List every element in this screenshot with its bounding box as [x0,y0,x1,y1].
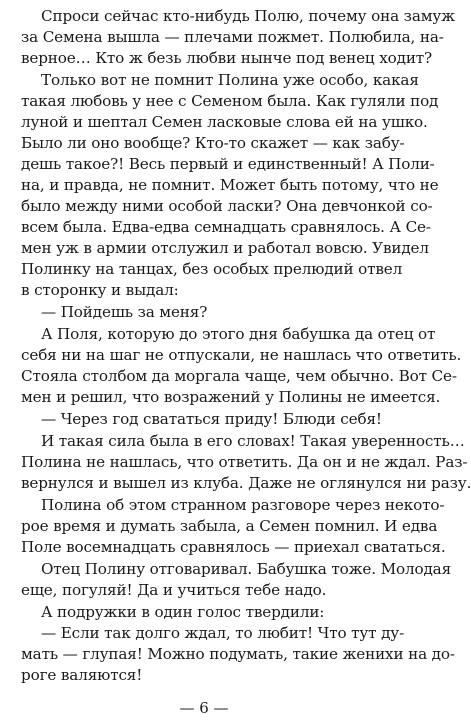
text-line: И такая сила была в его словах! Такая уверенность… [41,432,465,450]
text-line: всем была. Едва-едва семнадцать сравнялось. А Се- [21,218,431,236]
text-line: Спроси сейчас кто-нибудь Полю, почему она замуж [41,7,455,25]
text-line: такая любовь у нее с Семеном была. Как гуляли под [21,92,439,110]
text-line: — Через год свататься приду! Блюди себя! [41,410,382,428]
text-line: мен и решил, что возражений у Полины не имеется. [21,388,441,406]
text-line: себя ни на шаг не отпускали, не нашлась что ответить. [21,346,462,364]
text-line: Отец Полину отговаривал. Бабушка тоже. Молодая [41,560,452,578]
text-line: еще, погуляй! Да и учиться тебе надо. [21,581,327,599]
page-number: — 6 — [179,699,229,717]
text-line: Полина об этом странном разговоре через некото- [41,496,445,514]
text-line: рое время и думать забыла, а Семен помнил. И едва [21,517,438,535]
text-line: роге валяются! [21,666,143,684]
text-line: за Семена вышла — плечами пожмет. Полюбила, на- [21,28,444,46]
text-line: — Пойдешь за меня? [41,303,208,321]
text-line: было между ними особой ласки? Она девчонкой со- [21,197,433,215]
text-line: мен уж в армии отслужил и работал вовсю. Увидел [21,239,429,257]
text-line: Только вот не помнит Полина уже особо, какая [41,71,419,89]
text-line: Было ли оно вообще? Кто-то скажет — как забу- [21,134,405,152]
text-line: верное… Кто ж безь любви нынче под венец ходит? [21,49,433,67]
text-line: луной и шептал Семен ласковые слова ей на ушко. [21,113,428,131]
text-line: — Если так долго ждал, то любит! Что тут ду- [41,624,405,642]
text-line: в сторонку и выдал: [21,281,179,299]
text-line: А подружки в один голос твердили: [41,603,325,621]
text-line: Поле восемнадцать сравнялось — приехал свататься. [21,538,446,556]
text-line: вернулся и вышел из клуба. Даже не оглянулся ни разу. [21,474,471,492]
text-line: А Поля, которую до этого дня бабушка да отец от [41,325,436,343]
text-line: Полинку на танцах, без особых прелюдий отвел [21,260,403,278]
text-line: на, и правда, не помнит. Может быть потому, что не [21,176,439,194]
text-line: дешь такое?! Весь первый и единственный! А Поли- [21,155,435,173]
text-line: Полина не нашлась, что ответить. Да он и не ждал. Раз- [21,453,468,471]
text-line: Стояла столбом да моргала чаще, чем обычно. Вот Се- [21,367,457,385]
text-line: мать — глупая! Можно подумать, такие женихи на до- [21,645,455,663]
book-page-continued [21,6,471,720]
